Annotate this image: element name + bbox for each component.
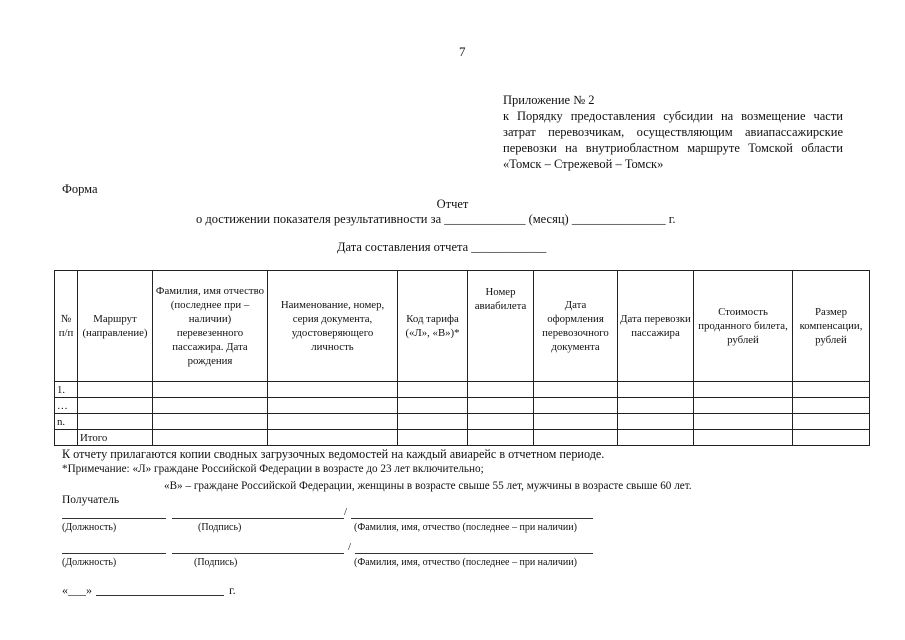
col-header-price: Стоимость проданного билета, рублей xyxy=(694,271,793,382)
cell[interactable] xyxy=(793,414,870,430)
appendix-line-1: к Порядку предоставления субсидии на возмещение части xyxy=(503,109,843,123)
appendix-line-4: «Томск – Стрежевой – Томск» xyxy=(503,157,664,171)
col-header-ticket: Номер авиабилета xyxy=(468,271,534,382)
cell[interactable] xyxy=(153,430,268,446)
cell[interactable] xyxy=(398,430,468,446)
total-label: Итого xyxy=(78,430,153,446)
col-header-compensation: Размер компенсации, рублей xyxy=(793,271,870,382)
table-row xyxy=(55,382,870,398)
appendix-line-2: затрат перевозчикам, осуществляющим авиапассажирские xyxy=(503,125,843,139)
slash-2: / xyxy=(348,541,352,553)
cell[interactable] xyxy=(468,382,534,398)
cell[interactable] xyxy=(534,382,618,398)
col-header-travel-date: Дата перевозки пассажира xyxy=(618,271,694,382)
cell[interactable] xyxy=(268,398,398,414)
cell[interactable] xyxy=(618,430,694,446)
cell[interactable] xyxy=(468,430,534,446)
cell[interactable] xyxy=(793,430,870,446)
cell[interactable] xyxy=(55,430,78,446)
col-header-tariff: Код тарифа («Л», «В»)* xyxy=(398,271,468,382)
table-row-total xyxy=(55,430,870,446)
cell[interactable] xyxy=(78,382,153,398)
position-line-1[interactable] xyxy=(62,518,166,519)
cell[interactable] xyxy=(694,382,793,398)
appendix-block xyxy=(503,92,843,172)
cell[interactable] xyxy=(618,414,694,430)
fullname-line-1[interactable] xyxy=(351,518,593,519)
fullname-line-2[interactable] xyxy=(355,553,593,554)
cell[interactable] xyxy=(534,398,618,414)
cell[interactable] xyxy=(793,382,870,398)
cell[interactable] xyxy=(534,414,618,430)
cell[interactable] xyxy=(398,398,468,414)
tariff-note-v: «В» – граждане Российской Федерации, женщины в возрасте свыше 55 лет, мужчины в возрасте свыше 60 лет. xyxy=(164,480,692,492)
caption-signature-2: (Подпись) xyxy=(194,557,238,568)
tariff-note-l: *Примечание: «Л» граждане Российской Федерации в возрасте до 23 лет включительно; xyxy=(62,463,484,475)
cell[interactable] xyxy=(268,414,398,430)
cell[interactable] xyxy=(618,382,694,398)
col-header-number: № п/п xyxy=(55,271,78,382)
cell[interactable] xyxy=(694,414,793,430)
cell[interactable] xyxy=(153,382,268,398)
col-header-document: Наименование, номер, серия документа, удостоверяющего личность xyxy=(268,271,398,382)
cell[interactable] xyxy=(694,398,793,414)
report-table xyxy=(54,270,870,446)
cell[interactable] xyxy=(694,430,793,446)
date-year-suffix: г. xyxy=(229,583,236,597)
table-row xyxy=(55,398,870,414)
cell[interactable] xyxy=(78,398,153,414)
caption-position-1: (Должность) xyxy=(62,522,117,533)
signature-line-1[interactable] xyxy=(172,518,344,519)
cell[interactable]: n. xyxy=(55,414,78,430)
cell[interactable] xyxy=(534,430,618,446)
cell[interactable] xyxy=(268,382,398,398)
cell[interactable] xyxy=(78,414,153,430)
table-header-row xyxy=(55,271,870,382)
caption-fullname-1: (Фамилия, имя, отчество (последнее – при наличии) xyxy=(354,522,577,533)
table-row xyxy=(55,414,870,430)
cell[interactable] xyxy=(793,398,870,414)
cell[interactable] xyxy=(618,398,694,414)
date-compiled: Дата составления отчета ____________ xyxy=(337,240,547,254)
appendix-title: Приложение № 2 xyxy=(503,93,595,107)
date-day-field[interactable]: «___» xyxy=(62,583,92,597)
col-header-issue-date: Дата оформления перевозочного документа xyxy=(534,271,618,382)
appendix-line-3: перевозки на внутриобластном маршруте Томской области xyxy=(503,141,843,155)
caption-fullname-2: (Фамилия, имя, отчество (последнее – при наличии) xyxy=(354,557,577,568)
caption-position-2: (Должность) xyxy=(62,557,117,568)
form-label: Форма xyxy=(62,182,98,196)
cell[interactable] xyxy=(398,382,468,398)
signature-line-2[interactable] xyxy=(172,553,344,554)
cell[interactable] xyxy=(153,398,268,414)
cell[interactable]: … xyxy=(55,398,78,414)
attachment-note: К отчету прилагаются копии сводных загрузочных ведомостей на каждый авиарейс в отчетном периоде. xyxy=(62,447,605,461)
report-title: Отчет xyxy=(436,197,469,211)
date-month-line[interactable] xyxy=(96,595,224,596)
page-number: 7 xyxy=(459,44,466,59)
cell[interactable] xyxy=(153,414,268,430)
cell[interactable] xyxy=(468,398,534,414)
cell[interactable] xyxy=(468,414,534,430)
col-header-route: Маршрут (направление) xyxy=(78,271,153,382)
slash-1: / xyxy=(344,506,348,518)
report-subtitle: о достижении показателя результативности за _____________ (месяц) _______________ г. xyxy=(196,212,676,226)
cell[interactable] xyxy=(268,430,398,446)
col-header-passenger: Фамилия, имя отчество (последнее при – наличии) перевезенного пассажира. Дата рождения xyxy=(153,271,268,382)
cell[interactable] xyxy=(398,414,468,430)
position-line-2[interactable] xyxy=(62,553,166,554)
caption-signature-1: (Подпись) xyxy=(198,522,242,533)
cell[interactable]: 1. xyxy=(55,382,78,398)
recipient-label: Получатель xyxy=(62,494,120,506)
